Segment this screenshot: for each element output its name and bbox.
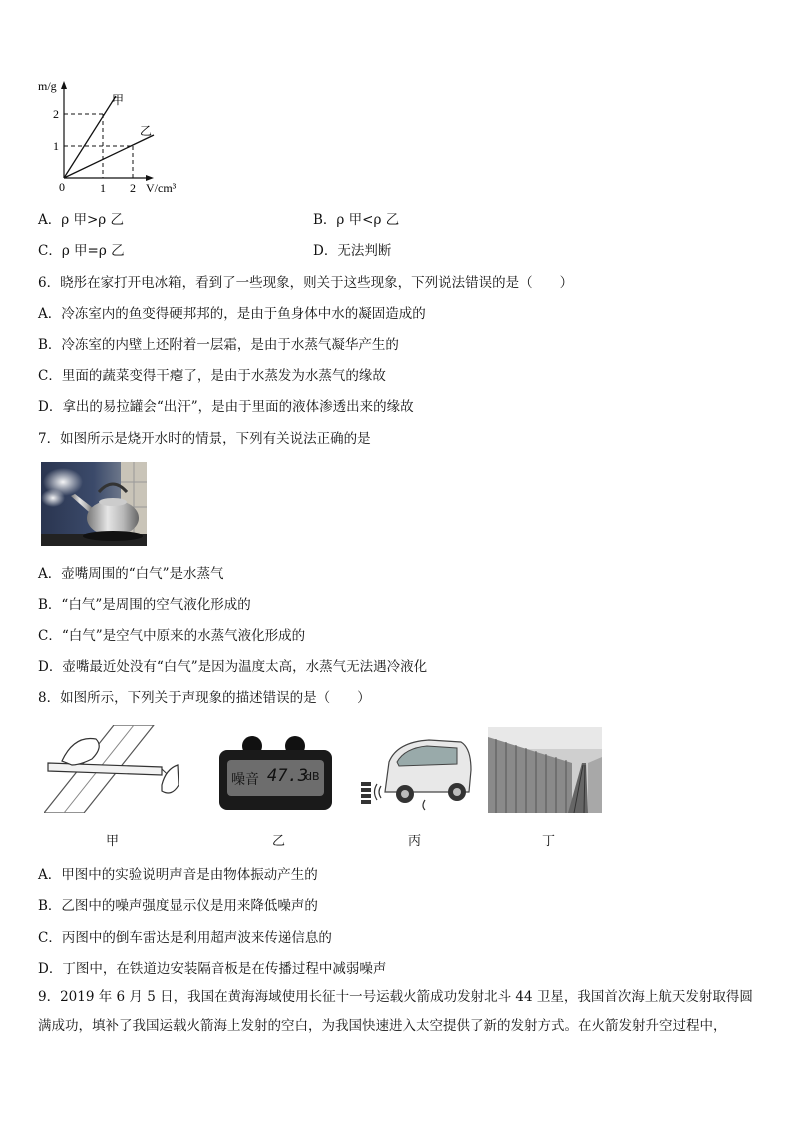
figure-yi-noise-meter bbox=[217, 736, 334, 812]
label-jia: 甲 bbox=[112, 93, 125, 107]
x-tick-2: 2 bbox=[130, 181, 136, 195]
q6-stem: 6．晓彤在家打开电冰箱，看到了一些现象，则关于这些现象，下列说法错误的是（ ） bbox=[38, 275, 574, 291]
obstacle bbox=[361, 800, 371, 804]
q6-option-b: B．冷冻室的内壁上还附着一层霜，是由于水蒸气凝华产生的 bbox=[38, 337, 399, 353]
q7-option-a: A．壶嘴周围的“白气”是水蒸气 bbox=[38, 566, 224, 582]
kettle-photo bbox=[41, 462, 147, 546]
q5-option-d: D．无法判断 bbox=[313, 243, 392, 259]
q8-option-b: B．乙图中的噪声强度显示仪是用来降低噪声的 bbox=[38, 898, 318, 914]
x-tick-1: 1 bbox=[100, 181, 106, 195]
figure-bing-car-radar bbox=[353, 734, 473, 812]
origin-label: 0 bbox=[59, 180, 65, 194]
q7-option-b: B．“白气”是周围的空气液化形成的 bbox=[38, 597, 251, 613]
caption-yi: 乙 bbox=[272, 834, 286, 849]
q7-option-c: C．“白气”是空气中原来的水蒸气液化形成的 bbox=[38, 628, 306, 644]
x-axis-label: V/cm³ bbox=[146, 181, 177, 195]
q8-stem: 8．如图所示，下列关于声现象的描述错误的是（ ） bbox=[38, 690, 371, 706]
figure-ding-railway-barrier bbox=[488, 727, 602, 813]
meter-label: 噪音 bbox=[231, 772, 259, 788]
label-yi: 乙 bbox=[140, 124, 153, 138]
caption-jia: 甲 bbox=[106, 834, 120, 849]
figure-jia-ruler bbox=[44, 725, 179, 813]
q7-stem: 7．如图所示是烧开水时的情景，下列有关说法正确的是 bbox=[38, 431, 371, 447]
q5-option-a: A．ρ 甲>ρ 乙 bbox=[38, 212, 125, 228]
q5-option-b: B．ρ 甲<ρ 乙 bbox=[313, 212, 400, 228]
y-tick-1: 1 bbox=[53, 139, 59, 153]
q9-stem: 9．2019 年 6 月 5 日，我国在黄海海域使用长征十一号运载火箭成功发射北斗 44 卫星，我国首次海上航天发射取得圆满成功，填补了我国运载火箭海上发射的空白，为我国快速进入太空提供了新的发射方式。在火箭发射升空过程中， bbox=[38, 989, 753, 1034]
mass-volume-graph bbox=[30, 75, 200, 200]
y-tick-2: 2 bbox=[53, 107, 59, 121]
caption-ding: 丁 bbox=[542, 834, 556, 849]
meter-value: 47.3 bbox=[267, 766, 308, 786]
meter-unit: dB bbox=[305, 770, 320, 783]
q8-option-a: A．甲图中的实验说明声音是由物体振动产生的 bbox=[38, 867, 318, 883]
q6-option-c: C．里面的蔬菜变得干瘪了，是由于水蒸发为水蒸气的缘故 bbox=[38, 368, 386, 384]
q7-option-d: D．壶嘴最近处没有“白气”是因为温度太高，水蒸气无法遇冷液化 bbox=[38, 659, 428, 675]
q5-option-c: C．ρ 甲=ρ 乙 bbox=[38, 243, 125, 259]
q8-option-c: C．丙图中的倒车雷达是利用超声波来传递信息的 bbox=[38, 930, 332, 946]
y-axis-label: m/g bbox=[38, 79, 57, 93]
q8-option-d: D．丁图中，在铁道边安装隔音板是在传播过程中减弱噪声 bbox=[38, 961, 387, 977]
q6-option-d: D．拿出的易拉罐会“出汗”，是由于里面的液体渗透出来的缘故 bbox=[38, 399, 414, 415]
caption-bing: 丙 bbox=[408, 834, 422, 849]
y-axis-arrow bbox=[61, 81, 67, 89]
q6-option-a: A．冷冻室内的鱼变得硬邦邦的，是由于鱼身体中水的凝固造成的 bbox=[38, 306, 426, 322]
